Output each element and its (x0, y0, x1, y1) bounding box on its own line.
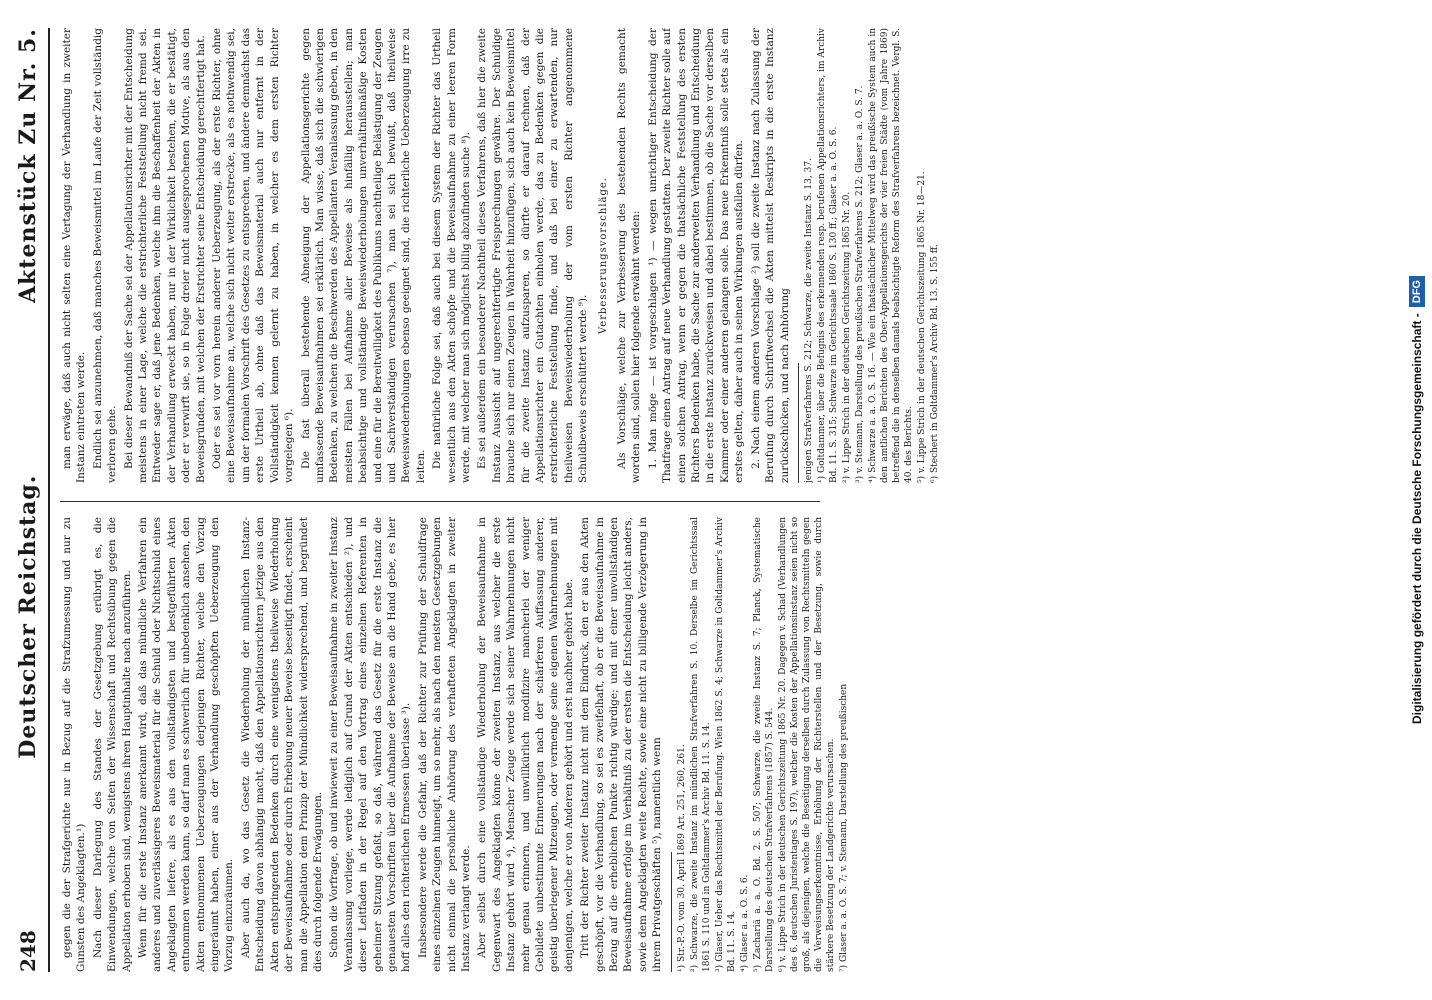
running-title: Deutscher Reichstag. (15, 474, 41, 759)
paragraph: man erwäge, daß auch nicht selten eine Vertagung der Verhandlung in zweiter Instanz eintreten werde. (61, 28, 88, 483)
paragraph: Es sei außerdem ein besonderer Nachtheil dieses Verfahrens, daß hier die zweite Instanz Aussicht auf ungerechtfertigte Freisprechungen gewähre. Der Schuldige brauche sich nur einen Zeugen in Wahrheit hinzufügen, sich auch kein Beweismittel für die zweite Instanz aufzusparen, so dürfte er darauf rechnen, daß der Appellationsrichter ein Gutachten einholen werde, das zu Bedenken gegen die erstrichterliche Feststellung finde, und daß bei einer zu erwartenden, nur theilweisen Beweiswiederholung der vom ersten Richter angenommene Schuldbeweis erschüttert werde ⁹). (476, 28, 590, 483)
column-divider (60, 501, 820, 502)
paragraph: Aber auch da, wo das Gesetz die Wiederholung der mündlichen Instanz-Entscheidung davon abhängig macht, daß den Appellationsrichtern jetzige aus den Akten entspringenden Bedenken durch eine wenigstens theilweise Wiederholung der Beweisaufnahme oder durch Erhebung neuer Beweise beseitigt findet, erscheint man die Appellation dem Prinzip der Mündlichkeit widersprechend, und begründet dies durch folgende Erwägungen. (239, 517, 324, 972)
footnote-rule (671, 852, 672, 972)
footnote: ⁷) Glaser a. a. O. S. 7; v. Stemann, Darstellung des preußischen (838, 683, 849, 972)
page-header (8, 28, 50, 972)
footnote: ⁶) Stechert in Goltdammer's Archiv Bd. 13. S. 155 ff. (929, 244, 940, 483)
paragraph: Tritt der Richter zweiter Instanz nicht mit dem Eindruck, den er aus den Akten geschöpft, vor die Verhandlung, so sei es zweifelhaft, ob er die Beweisaufnahme in Bezug auf die erheblichen Punkte richtig würdige; und mit einer unvollständigen Beweisaufnahme erfolge im Verhältniß zu der ersten die Entscheidung leicht anders, sowie dem Angeklagten weite Rechte, sowie eine nicht zu billigende Verzögerung in ihrem Privatgeschäften ⁵), namentlich wenn (579, 517, 664, 972)
digitization-credit (1406, 0, 1428, 1000)
footnote: ³) Glaser, Ueber das Rechtsmittel der Berufung. Wien 1862 S. 4; Schwarze in Goltdammer's Archiv Bd. 11. S. 14. (714, 517, 737, 972)
paragraph: Aber selbst durch eine vollständige Wiederholung der Beweisaufnahme in Gegenwart des Angeklagten könne der zweiten Instanz, aus welcher die erste Instanz gehört wird ⁴), Menscher Zeuge werde sich seiner Wahrnehmungen nicht mehr genau erinnern, und unwillkürlich modifizire mancherlei der weniger Gebildete unbestimmte Erinnerungen nach der schärferen Auffassung anderer, geistig überlegener Mitzeugen, oder vermenge seine eigenen Wahrnehmungen mit denjenigen, welche er von Anderen gehört und erst nachher gehört habe. (476, 517, 575, 972)
left-column (60, 517, 1390, 972)
footnote: ³) v. Stemann, Darstellung des preußischen Strafverfahrens S. 212; Glaser a. a. O. S. 7. (854, 85, 865, 483)
footnote-rule (798, 363, 799, 483)
paragraph: Schon die Vorfrage, ob und inwieweit zu einer Beweisaufnahme in zweiter Instanz Veranlassung vorliege, werde lediglich auf Grund der Akten entschieden ²), und dieser Leitfaden in der Regel auf den Vortrag eines einzelnen Referenten in geheimer Sitzung gefaßt, so daß, während das Gesetz für die erste Instanz die genauesten Vorschriften über die Aufnahme der Beweise an die Hand gebe, es hier hoff alles den richterlichen Ermessen überlasse ³). (328, 517, 413, 972)
footnote: ⁴) Schwarze a. a. O. S. 16. — Wie ein thatsächlicher Mittelweg wird das preußische System auch in den amtlichen Berichten des Ober-Appellationsgerichts der vier freien Städte (vom Jahre 1869) betreffend die in denselben damals beabsichtigte Reform des Strafverfahrens bezeichnet. Vergl. S. 40. des Berichts. (867, 28, 914, 483)
paragraph: Insbesondere werde die Gefahr, daß der Richter zur Prüfung der Schuldfrage eines einzelnen Zeugen hinneigt, um so mehr, als nach den meisten Gesetzgebungen nicht einmal die persönliche Anhörung des verhafteten Angeklagten in zweiter Instanz verlangt werde. (416, 517, 472, 972)
footnote: ⁵) Zachariä a. a. O. Bd. 2. S. 507; Schwarze, die zweite Instanz S. 7; Planck, Systematische Darstellung des deutschen Strafverfahrens (1857) S. 544. (752, 517, 775, 972)
footnote: ²) v. Lippe Strich in der deutschen Gerichtszeitung 1865 Nr. 20. (841, 191, 852, 483)
footnote: ⁴) Glaser a. a. O. S. 6. (739, 874, 750, 972)
proposal-item: 2. Nach einem anderen Vorschlage ²) soll die zweite Instanz nach Zulassung der Berufung durch Schriftwechsel die Akten mittelst Reskripts in die erste Instanz zurückschicken, und nach Anhörung (749, 28, 791, 483)
footnote: ¹) Goltdammer, über die Befugnis des erkennenden resp. berufenen Appellationsrichters, im Archiv Bd. 11. S. 315; Schwarze im Gerichtssaale 1860 S. 130 ff.; Glaser a. a. O. S. 6. (816, 28, 839, 483)
footnote: ⁶) v. Lippe Strich in der deutschen Gerichtszeitung 1865 Nr. 20. Dagegen v. Schad (Verhandlungen des 6. deutschen Juristentages S. 197), welcher die Kosten der Appellationsinstanz seien nicht so groß, als diejenigen, welche die Beseitigung derselben durch Zulassung von Rechtsmitteln gegen die Verweisungserkenntnisse, Erhöhung der Richterstellen und der Besetzung, sowie durch stärkere Besetzung der Landgerichte verursachen. (777, 517, 836, 972)
footnote: ¹) Str.-P.-O. vom 30. April 1869 Art. 251, 260, 261. (676, 744, 687, 972)
footnote: ²) Schwarze, die zweite Instanz im mündlichen Strafverfahren S. 10. Derselbe im Gerichtssaal 1861 S. 110 und in Goltdammer's Archiv Bd. 11. S. 14. (689, 517, 712, 972)
paragraph: gegen die der Strafgerichte nur in Bezug auf die Strafzumessung und nur zu Gunsten des Angeklagten.¹) (61, 517, 88, 972)
paragraph: Wenn für die erste Instanz anerkannt wird, daß das mündliche Verfahren ein anderes und zuverlässigeres Beweismaterial für die Schuld oder Nichtschuld eines Angeklagten liefere, als es aus den vollständigsten und bestgeführten Akten entnommen werden kann, so darf man es schwerlich für unbedenklich ansehen, den Akten entnommenen Ueberzeugungen derjenigen Richter, welche den Vorzug eingeräumt haben, einer aus der Verhandlung geschöpften Ueberzeugung den Vorzug einzuräumen. (137, 517, 236, 972)
paragraph: Nach dieser Darlegung des Standes der Gesetzgebung erübrigt es, die Einwendungen, welche von Seiten der Wissenschaft und Rechtsübung gegen die Appellation erhoben sind, wenigstens ihren Hauptinhalte nach anzuführen. (91, 517, 133, 972)
paragraph: Die fast überall bestehende Abneigung der Appellationsgerichte gegen umfassende Beweisaufnahmen sei erklärlich. Man wisse, daß sich die schwierigen Bedenken, zu welchen die Beschwerden des Appellanten Veranlassung geben, in den meisten Fällen bei Aufnahme aller Beweise als hinfällig herausstellen; man beabsichtige und vollständige Beweiswiederholungen unverhältnißmäßige Kosten und eine für die Bereitwilligkeit des Publikums nachtheilige Belästigung der Zeugen und Sachverständigen verursachen ⁷), man sei sich bewußt, daß theilweise Beweiswiederholungen ebenso geeignet sind, die richterliche Ueberzeugung irre zu leiten. (299, 28, 427, 483)
footnote: jenigen Strafverfahrens S. 212; Schwarze, die zweite Instanz S. 13, 37. (803, 158, 814, 483)
paragraph: Bei dieser Bewandniß der Sache sei der Appellationsrichter mit der Entscheidung meistens in einer Lage, welche die erstrichterliche Feststellung nicht fremd sei. Entweder sage er, daß jene Bedenken, welche ihm die Beschaffenheit der Akten in der Verhandlung erweckt haben, nur in der Wirklichkeit bestehen, die er bestätigt, oder er verwirft sie, so in Folge dreier nicht ausgesprochenen Motive, als aus den Beweisgründen, mit welchen der Erstrichter seine Entscheidung gerechtfertigt hat. (122, 28, 207, 483)
proposal-item: 1. Man möge — ist vorgeschlagen ¹) — wegen unrichtiger Entscheidung der Thatfrage einen Antrag auf neue Verhandlung gestatten. Der zweite Richter solle auf einen solchen Antrag, wenn er gegen die thatsächliche Feststellung des ersten Richters Bedenken habe, die Sache zur anderweiten Verhandlung und Entscheidung in die erste Instanz zurückweisen und dabei bestimmen, ob die Sache vor derselben Kammer oder einer anderen gelangen solle. Das neue Erkenntniß solle stets als ein erstes gelten, daher auch in seinen Wirkungen ausfallen dürfen. (646, 28, 746, 483)
footnote: ⁵) v. Lippe Strich in der deutschen Gerichtszeitung 1865 Nr. 18—21. (916, 171, 927, 483)
paragraph: Oder es sei vor vorn herein anderer Ueberzeugung, als der erste Richter, ohne eine Beweisaufnahme an, welche sich nicht weiter erstrecke, als es nothwendig sei, um der formalen Vorschrift des Gesetzes zu entsprechen, und ändere demnächst das erste Urtheil ab, ohne daß das Beweismaterial auch nur entfernt in der Vollständigkeit kennen gelernt zu haben, in welcher es dem ersten Richter vorgelegen ⁶). (211, 28, 296, 483)
page-number: 248 (16, 930, 40, 972)
paragraph: Endlich sei anzunehmen, daß manches Beweismittel im Laufe der Zeit vollständig verloren gehe. (91, 28, 119, 483)
right-column (60, 28, 1390, 483)
digitization-credit-text: Digitalisierung gefördert durch die Deutsche Forschungsgemeinschaft - (1410, 313, 1424, 724)
section-heading: Verbesserungsvorschläge. (597, 177, 609, 334)
paragraph: Die natürliche Folge sei, daß auch bei diesem System der Richter das Urtheil wesentlich aus den Akten schöpfe und die Beweisaufnahme zu einer leeren Form werde, mit welcher man sich möglichst billig abzufinden suche ⁸). (431, 28, 472, 483)
section-title: Aktenstück Zu Nr. 5. (15, 28, 41, 304)
dfg-logo: DFG (1409, 276, 1425, 307)
proposals-intro: Als Vorschläge, welche zur Verbesserung des bestehenden Rechts gemacht worden sind, sollen hier folgende erwähnt werden: (616, 28, 643, 483)
